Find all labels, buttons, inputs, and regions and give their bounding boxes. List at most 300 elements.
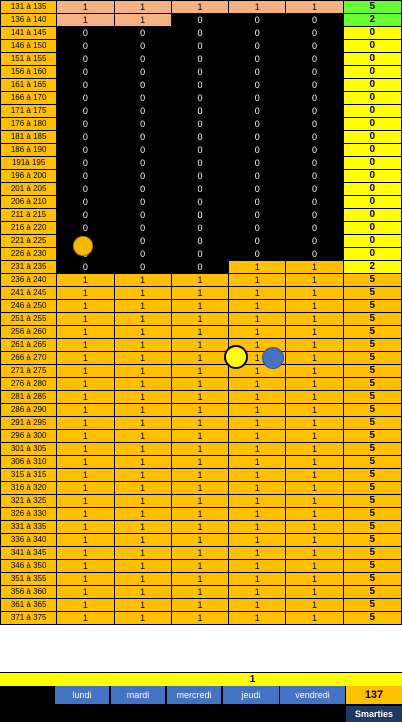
- row-range-label[interactable]: 206 à 210: [1, 196, 57, 209]
- cell-day-2[interactable]: 0: [114, 40, 171, 53]
- row-range-label[interactable]: 231 à 235: [1, 261, 57, 274]
- row-sum[interactable]: 5: [343, 378, 401, 391]
- cell-day-1[interactable]: 1: [57, 1, 114, 14]
- row-range-label[interactable]: 281 à 285: [1, 391, 57, 404]
- cell-day-4[interactable]: 1: [229, 534, 286, 547]
- cell-day-5[interactable]: 1: [286, 599, 343, 612]
- row-range-label[interactable]: 321 à 325: [1, 495, 57, 508]
- cell-day-5[interactable]: 1: [286, 391, 343, 404]
- row-sum[interactable]: 0: [343, 118, 401, 131]
- row-range-label[interactable]: 271 à 275: [1, 365, 57, 378]
- cell-day-1[interactable]: 1: [57, 599, 114, 612]
- row-sum[interactable]: 0: [343, 66, 401, 79]
- cell-day-1[interactable]: 0: [57, 183, 114, 196]
- day-header-vendredi[interactable]: vendredi: [280, 686, 345, 704]
- cell-day-2[interactable]: 1: [114, 430, 171, 443]
- cell-day-2[interactable]: 0: [114, 118, 171, 131]
- cell-day-5[interactable]: 0: [286, 53, 343, 66]
- cell-day-4[interactable]: 0: [229, 209, 286, 222]
- cell-day-1[interactable]: 1: [57, 391, 114, 404]
- cell-day-2[interactable]: 1: [114, 417, 171, 430]
- cell-day-3[interactable]: 0: [171, 131, 228, 144]
- row-range-label[interactable]: 316 à 320: [1, 482, 57, 495]
- cell-day-4[interactable]: 1: [229, 378, 286, 391]
- cell-day-3[interactable]: 1: [171, 547, 228, 560]
- cell-day-2[interactable]: 1: [114, 573, 171, 586]
- cell-day-4[interactable]: 0: [229, 27, 286, 40]
- cell-day-2[interactable]: 1: [114, 612, 171, 625]
- cell-day-1[interactable]: 1: [57, 339, 114, 352]
- cell-day-1[interactable]: 0: [57, 92, 114, 105]
- cell-day-2[interactable]: 1: [114, 300, 171, 313]
- row-range-label[interactable]: 356 à 360: [1, 586, 57, 599]
- row-sum[interactable]: 5: [343, 326, 401, 339]
- cell-day-5[interactable]: 0: [286, 14, 343, 27]
- cell-day-4[interactable]: 1: [229, 573, 286, 586]
- row-sum[interactable]: 0: [343, 79, 401, 92]
- cell-day-4[interactable]: 1: [229, 1, 286, 14]
- cell-day-5[interactable]: 0: [286, 79, 343, 92]
- cell-day-3[interactable]: 1: [171, 1, 228, 14]
- orange-token[interactable]: [73, 236, 93, 256]
- cell-day-4[interactable]: 1: [229, 261, 286, 274]
- row-range-label[interactable]: 171 à 175: [1, 105, 57, 118]
- cell-day-1[interactable]: 1: [57, 14, 114, 27]
- row-sum[interactable]: 5: [343, 287, 401, 300]
- cell-day-3[interactable]: 1: [171, 300, 228, 313]
- row-sum[interactable]: 0: [343, 170, 401, 183]
- cell-day-5[interactable]: 1: [286, 417, 343, 430]
- cell-day-3[interactable]: 0: [171, 40, 228, 53]
- row-sum[interactable]: 5: [343, 352, 401, 365]
- day-header-mercredi[interactable]: mercredi: [167, 686, 221, 704]
- cell-day-4[interactable]: 0: [229, 40, 286, 53]
- cell-day-4[interactable]: 1: [229, 391, 286, 404]
- cell-day-2[interactable]: 1: [114, 521, 171, 534]
- sum-row-value[interactable]: 1: [249, 674, 256, 685]
- cell-day-2[interactable]: 1: [114, 365, 171, 378]
- cell-day-5[interactable]: 1: [286, 456, 343, 469]
- cell-day-5[interactable]: 1: [286, 495, 343, 508]
- cell-day-2[interactable]: 0: [114, 92, 171, 105]
- row-range-label[interactable]: 226 à 230: [1, 248, 57, 261]
- cell-day-2[interactable]: 1: [114, 313, 171, 326]
- row-range-label[interactable]: 256 à 260: [1, 326, 57, 339]
- cell-day-5[interactable]: 1: [286, 378, 343, 391]
- row-range-label[interactable]: 251 à 255: [1, 313, 57, 326]
- cell-day-1[interactable]: 0: [57, 261, 114, 274]
- row-sum[interactable]: 5: [343, 586, 401, 599]
- cell-day-1[interactable]: 0: [57, 27, 114, 40]
- cell-day-3[interactable]: 1: [171, 482, 228, 495]
- cell-day-3[interactable]: 0: [171, 14, 228, 27]
- cell-day-5[interactable]: 0: [286, 105, 343, 118]
- cell-day-3[interactable]: 1: [171, 521, 228, 534]
- cell-day-2[interactable]: 0: [114, 222, 171, 235]
- cell-day-3[interactable]: 1: [171, 612, 228, 625]
- cell-day-2[interactable]: 0: [114, 183, 171, 196]
- row-range-label[interactable]: 266 à 270: [1, 352, 57, 365]
- cell-day-1[interactable]: 1: [57, 495, 114, 508]
- row-sum[interactable]: 5: [343, 365, 401, 378]
- cell-day-1[interactable]: 1: [57, 547, 114, 560]
- cell-day-2[interactable]: 0: [114, 157, 171, 170]
- cell-day-2[interactable]: 0: [114, 170, 171, 183]
- cell-day-4[interactable]: 0: [229, 105, 286, 118]
- cell-day-4[interactable]: 0: [229, 92, 286, 105]
- cell-day-5[interactable]: 0: [286, 170, 343, 183]
- cell-day-1[interactable]: 1: [57, 352, 114, 365]
- cell-day-5[interactable]: 0: [286, 196, 343, 209]
- row-sum[interactable]: 5: [343, 573, 401, 586]
- row-range-label[interactable]: 176 à 180: [1, 118, 57, 131]
- cell-day-4[interactable]: 1: [229, 404, 286, 417]
- row-range-label[interactable]: 181 à 185: [1, 131, 57, 144]
- cell-day-2[interactable]: 0: [114, 105, 171, 118]
- cell-day-2[interactable]: 1: [114, 534, 171, 547]
- row-range-label[interactable]: 286 à 290: [1, 404, 57, 417]
- row-range-label[interactable]: 326 à 330: [1, 508, 57, 521]
- cell-day-3[interactable]: 0: [171, 118, 228, 131]
- cell-day-4[interactable]: 1: [229, 443, 286, 456]
- cell-day-3[interactable]: 1: [171, 417, 228, 430]
- cell-day-2[interactable]: 1: [114, 352, 171, 365]
- row-range-label[interactable]: 136 à 140: [1, 14, 57, 27]
- cell-day-4[interactable]: 1: [229, 521, 286, 534]
- cell-day-1[interactable]: 0: [57, 66, 114, 79]
- cell-day-5[interactable]: 1: [286, 287, 343, 300]
- cell-day-3[interactable]: 0: [171, 222, 228, 235]
- row-range-label[interactable]: 236 à 240: [1, 274, 57, 287]
- cell-day-2[interactable]: 1: [114, 482, 171, 495]
- cell-day-1[interactable]: 0: [57, 40, 114, 53]
- cell-day-4[interactable]: 0: [229, 144, 286, 157]
- cell-day-1[interactable]: 1: [57, 456, 114, 469]
- row-range-label[interactable]: 261 à 265: [1, 339, 57, 352]
- day-header-lundi[interactable]: lundi: [55, 686, 109, 704]
- cell-day-1[interactable]: 1: [57, 560, 114, 573]
- cell-day-3[interactable]: 1: [171, 391, 228, 404]
- row-range-label[interactable]: 301 à 305: [1, 443, 57, 456]
- cell-day-5[interactable]: 1: [286, 482, 343, 495]
- total-smarties[interactable]: 137: [346, 686, 402, 704]
- cell-day-3[interactable]: 1: [171, 274, 228, 287]
- row-sum[interactable]: 5: [343, 599, 401, 612]
- row-range-label[interactable]: 315 à 315: [1, 469, 57, 482]
- cell-day-3[interactable]: 1: [171, 573, 228, 586]
- cell-day-1[interactable]: 1: [57, 430, 114, 443]
- row-sum[interactable]: 5: [343, 443, 401, 456]
- cell-day-3[interactable]: 1: [171, 404, 228, 417]
- cell-day-3[interactable]: 0: [171, 27, 228, 40]
- cell-day-3[interactable]: 0: [171, 144, 228, 157]
- cell-day-1[interactable]: 1: [57, 313, 114, 326]
- row-sum[interactable]: 5: [343, 300, 401, 313]
- cell-day-1[interactable]: 0: [57, 157, 114, 170]
- cell-day-2[interactable]: 0: [114, 131, 171, 144]
- cell-day-1[interactable]: 0: [57, 53, 114, 66]
- cell-day-1[interactable]: 1: [57, 482, 114, 495]
- cell-day-3[interactable]: 1: [171, 365, 228, 378]
- row-sum[interactable]: 0: [343, 157, 401, 170]
- cell-day-2[interactable]: 1: [114, 404, 171, 417]
- cell-day-4[interactable]: 1: [229, 300, 286, 313]
- cell-day-4[interactable]: 1: [229, 352, 286, 365]
- cell-day-1[interactable]: 0: [57, 118, 114, 131]
- cell-day-2[interactable]: 0: [114, 66, 171, 79]
- row-sum[interactable]: 0: [343, 235, 401, 248]
- cell-day-4[interactable]: 1: [229, 560, 286, 573]
- cell-day-3[interactable]: 0: [171, 79, 228, 92]
- cell-day-2[interactable]: 0: [114, 196, 171, 209]
- cell-day-3[interactable]: 0: [171, 183, 228, 196]
- cell-day-4[interactable]: 1: [229, 326, 286, 339]
- cell-day-2[interactable]: 1: [114, 495, 171, 508]
- row-range-label[interactable]: 336 à 340: [1, 534, 57, 547]
- cell-day-4[interactable]: 1: [229, 547, 286, 560]
- cell-day-5[interactable]: 1: [286, 352, 343, 365]
- cell-day-5[interactable]: 1: [286, 404, 343, 417]
- cell-day-2[interactable]: 1: [114, 287, 171, 300]
- row-sum[interactable]: 0: [343, 40, 401, 53]
- row-sum[interactable]: 0: [343, 53, 401, 66]
- cell-day-1[interactable]: 1: [57, 521, 114, 534]
- cell-day-3[interactable]: 1: [171, 430, 228, 443]
- row-sum[interactable]: 5: [343, 339, 401, 352]
- cell-day-3[interactable]: 0: [171, 105, 228, 118]
- cell-day-4[interactable]: 1: [229, 495, 286, 508]
- cell-day-1[interactable]: 0: [57, 144, 114, 157]
- cell-day-2[interactable]: 1: [114, 469, 171, 482]
- cell-day-4[interactable]: 0: [229, 170, 286, 183]
- cell-day-1[interactable]: 1: [57, 443, 114, 456]
- cell-day-3[interactable]: 1: [171, 378, 228, 391]
- row-sum[interactable]: 5: [343, 534, 401, 547]
- cell-day-1[interactable]: 1: [57, 287, 114, 300]
- cell-day-2[interactable]: 1: [114, 586, 171, 599]
- cell-day-5[interactable]: 1: [286, 326, 343, 339]
- row-sum[interactable]: 0: [343, 209, 401, 222]
- row-sum[interactable]: 0: [343, 248, 401, 261]
- cell-day-5[interactable]: 1: [286, 1, 343, 14]
- row-range-label[interactable]: 241 à 245: [1, 287, 57, 300]
- cell-day-5[interactable]: 1: [286, 573, 343, 586]
- cell-day-1[interactable]: 1: [57, 326, 114, 339]
- cell-day-5[interactable]: 1: [286, 521, 343, 534]
- cell-day-4[interactable]: 1: [229, 287, 286, 300]
- cell-day-1[interactable]: 1: [57, 274, 114, 287]
- cell-day-5[interactable]: 0: [286, 118, 343, 131]
- row-sum[interactable]: 0: [343, 92, 401, 105]
- cell-day-4[interactable]: 0: [229, 66, 286, 79]
- cell-day-3[interactable]: 0: [171, 53, 228, 66]
- cell-day-3[interactable]: 1: [171, 287, 228, 300]
- cell-day-4[interactable]: 0: [229, 248, 286, 261]
- cell-day-1[interactable]: 0: [57, 105, 114, 118]
- cell-day-3[interactable]: 0: [171, 235, 228, 248]
- row-sum[interactable]: 5: [343, 313, 401, 326]
- cell-day-2[interactable]: 0: [114, 235, 171, 248]
- blue-token[interactable]: [262, 347, 284, 369]
- cell-day-5[interactable]: 0: [286, 183, 343, 196]
- row-range-label[interactable]: 331 à 335: [1, 521, 57, 534]
- cell-day-5[interactable]: 0: [286, 248, 343, 261]
- cell-day-2[interactable]: 0: [114, 144, 171, 157]
- row-sum[interactable]: 5: [343, 430, 401, 443]
- cell-day-5[interactable]: 0: [286, 27, 343, 40]
- cell-day-1[interactable]: 1: [57, 417, 114, 430]
- cell-day-3[interactable]: 1: [171, 313, 228, 326]
- row-sum[interactable]: 5: [343, 508, 401, 521]
- cell-day-2[interactable]: 1: [114, 547, 171, 560]
- cell-day-4[interactable]: 1: [229, 430, 286, 443]
- cell-day-2[interactable]: 1: [114, 326, 171, 339]
- row-sum[interactable]: 0: [343, 144, 401, 157]
- cell-day-4[interactable]: 1: [229, 313, 286, 326]
- row-sum[interactable]: 0: [343, 131, 401, 144]
- cell-day-5[interactable]: 0: [286, 235, 343, 248]
- cell-day-5[interactable]: 0: [286, 131, 343, 144]
- row-sum[interactable]: 0: [343, 222, 401, 235]
- row-range-label[interactable]: 351 à 355: [1, 573, 57, 586]
- row-range-label[interactable]: 346 à 350: [1, 560, 57, 573]
- cell-day-2[interactable]: 1: [114, 274, 171, 287]
- cell-day-5[interactable]: 1: [286, 443, 343, 456]
- cell-day-3[interactable]: 1: [171, 456, 228, 469]
- cell-day-3[interactable]: 1: [171, 599, 228, 612]
- row-range-label[interactable]: 151 à 155: [1, 53, 57, 66]
- cell-day-5[interactable]: 1: [286, 534, 343, 547]
- cell-day-2[interactable]: 1: [114, 508, 171, 521]
- cell-day-4[interactable]: 0: [229, 235, 286, 248]
- row-range-label[interactable]: 141 à 145: [1, 27, 57, 40]
- cell-day-3[interactable]: 1: [171, 326, 228, 339]
- cell-day-1[interactable]: 0: [57, 209, 114, 222]
- cell-day-5[interactable]: 1: [286, 508, 343, 521]
- cell-day-3[interactable]: 0: [171, 157, 228, 170]
- cell-day-2[interactable]: 1: [114, 378, 171, 391]
- cell-day-5[interactable]: 0: [286, 157, 343, 170]
- cell-day-4[interactable]: 0: [229, 183, 286, 196]
- cell-day-4[interactable]: 1: [229, 365, 286, 378]
- cell-day-4[interactable]: 0: [229, 157, 286, 170]
- cell-day-4[interactable]: 1: [229, 482, 286, 495]
- row-range-label[interactable]: 291 à 295: [1, 417, 57, 430]
- cell-day-5[interactable]: 0: [286, 40, 343, 53]
- row-range-label[interactable]: 191à 195: [1, 157, 57, 170]
- cell-day-5[interactable]: 1: [286, 274, 343, 287]
- cell-day-2[interactable]: 1: [114, 443, 171, 456]
- row-range-label[interactable]: 216 à 220: [1, 222, 57, 235]
- cell-day-1[interactable]: 1: [57, 612, 114, 625]
- cell-day-3[interactable]: 0: [171, 209, 228, 222]
- row-range-label[interactable]: 131 à 135: [1, 1, 57, 14]
- cell-day-5[interactable]: 0: [286, 66, 343, 79]
- cell-day-2[interactable]: 1: [114, 14, 171, 27]
- cell-day-5[interactable]: 0: [286, 222, 343, 235]
- cell-day-3[interactable]: 1: [171, 495, 228, 508]
- cell-day-1[interactable]: 1: [57, 469, 114, 482]
- row-range-label[interactable]: 296 à 300: [1, 430, 57, 443]
- cell-day-4[interactable]: 0: [229, 14, 286, 27]
- cell-day-2[interactable]: 1: [114, 599, 171, 612]
- cell-day-2[interactable]: 1: [114, 456, 171, 469]
- cell-day-2[interactable]: 1: [114, 560, 171, 573]
- row-range-label[interactable]: 196 à 200: [1, 170, 57, 183]
- cell-day-5[interactable]: 1: [286, 430, 343, 443]
- row-sum[interactable]: 0: [343, 196, 401, 209]
- cell-day-1[interactable]: 1: [57, 404, 114, 417]
- row-sum[interactable]: 0: [343, 27, 401, 40]
- cell-day-3[interactable]: 1: [171, 352, 228, 365]
- day-header-mardi[interactable]: mardi: [111, 686, 165, 704]
- cell-day-1[interactable]: 0: [57, 222, 114, 235]
- cell-day-1[interactable]: 1: [57, 534, 114, 547]
- row-range-label[interactable]: 361 à 365: [1, 599, 57, 612]
- row-range-label[interactable]: 341 à 345: [1, 547, 57, 560]
- cell-day-5[interactable]: 0: [286, 209, 343, 222]
- cell-day-3[interactable]: 0: [171, 196, 228, 209]
- row-sum[interactable]: 5: [343, 547, 401, 560]
- cell-day-1[interactable]: 1: [57, 586, 114, 599]
- cell-day-4[interactable]: 1: [229, 612, 286, 625]
- row-range-label[interactable]: 276 à 280: [1, 378, 57, 391]
- row-sum[interactable]: 5: [343, 469, 401, 482]
- cell-day-3[interactable]: 0: [171, 248, 228, 261]
- cell-day-4[interactable]: 1: [229, 586, 286, 599]
- row-range-label[interactable]: 306 à 310: [1, 456, 57, 469]
- cell-day-5[interactable]: 1: [286, 469, 343, 482]
- row-range-label[interactable]: 211 à 215: [1, 209, 57, 222]
- cell-day-3[interactable]: 1: [171, 339, 228, 352]
- cell-day-2[interactable]: 0: [114, 261, 171, 274]
- row-sum[interactable]: 2: [343, 14, 401, 27]
- cell-day-4[interactable]: 1: [229, 274, 286, 287]
- cell-day-5[interactable]: 1: [286, 547, 343, 560]
- cell-day-4[interactable]: 1: [229, 456, 286, 469]
- row-sum[interactable]: 5: [343, 495, 401, 508]
- row-range-label[interactable]: 146 à 150: [1, 40, 57, 53]
- cell-day-4[interactable]: 0: [229, 196, 286, 209]
- cell-day-2[interactable]: 0: [114, 209, 171, 222]
- row-sum[interactable]: 5: [343, 521, 401, 534]
- cell-day-3[interactable]: 1: [171, 469, 228, 482]
- cell-day-1[interactable]: 1: [57, 508, 114, 521]
- yellow-token[interactable]: [224, 345, 248, 369]
- cell-day-1[interactable]: 1: [57, 573, 114, 586]
- row-sum[interactable]: 5: [343, 1, 401, 14]
- row-sum[interactable]: 5: [343, 391, 401, 404]
- cell-day-3[interactable]: 0: [171, 92, 228, 105]
- cell-day-3[interactable]: 0: [171, 261, 228, 274]
- cell-day-2[interactable]: 1: [114, 391, 171, 404]
- cell-day-3[interactable]: 1: [171, 508, 228, 521]
- cell-day-3[interactable]: 1: [171, 586, 228, 599]
- cell-day-4[interactable]: 0: [229, 118, 286, 131]
- row-range-label[interactable]: 221 à 225: [1, 235, 57, 248]
- cell-day-2[interactable]: 0: [114, 27, 171, 40]
- cell-day-4[interactable]: 0: [229, 222, 286, 235]
- cell-day-4[interactable]: 1: [229, 599, 286, 612]
- cell-day-2[interactable]: 0: [114, 53, 171, 66]
- cell-day-3[interactable]: 1: [171, 560, 228, 573]
- cell-day-3[interactable]: 0: [171, 170, 228, 183]
- cell-day-5[interactable]: 1: [286, 612, 343, 625]
- cell-day-4[interactable]: 1: [229, 469, 286, 482]
- cell-day-2[interactable]: 0: [114, 248, 171, 261]
- cell-day-1[interactable]: 0: [57, 79, 114, 92]
- row-sum[interactable]: 0: [343, 183, 401, 196]
